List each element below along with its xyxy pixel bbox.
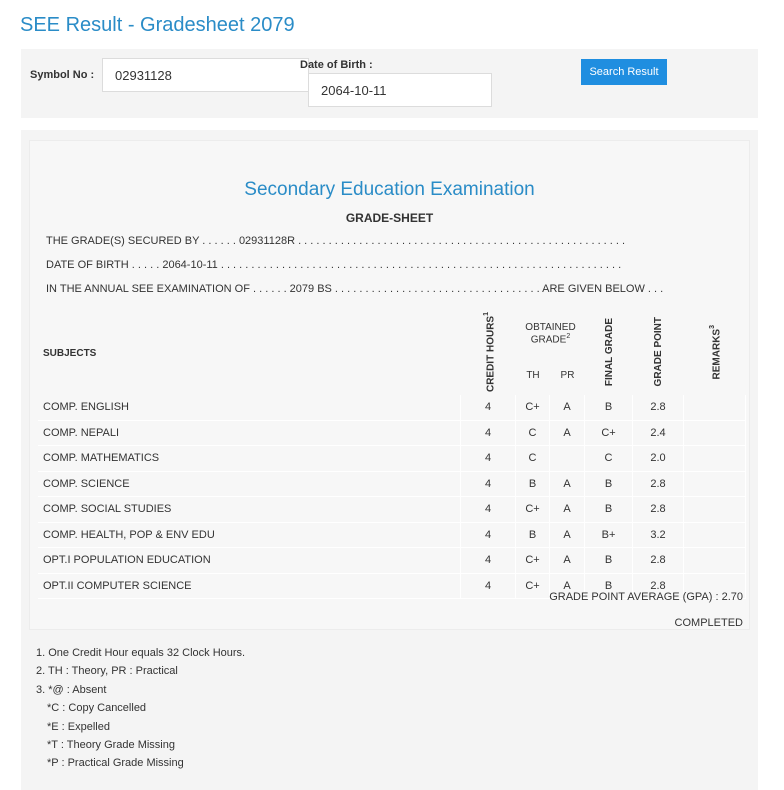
subject-cell: COMP. NEPALI (38, 421, 461, 447)
credit-cell: 4 (461, 574, 516, 600)
pr-grade-cell: A (550, 472, 585, 498)
final-grade-cell: B (585, 574, 633, 600)
note-absent: 3. *@ : Absent (36, 683, 107, 696)
grade-point-cell: 2.4 (633, 421, 684, 447)
page-title: SEE Result - Gradesheet 2079 (20, 14, 295, 36)
grade-point-cell: 2.8 (633, 395, 684, 421)
remarks-cell (684, 548, 746, 574)
credit-cell: 4 (461, 548, 516, 574)
subject-cell: OPT.II COMPUTER SCIENCE (38, 574, 461, 600)
dob-label: Date of Birth : (300, 59, 373, 71)
final-grade-cell: B+ (585, 523, 633, 549)
search-panel (21, 49, 758, 118)
remarks-cell (684, 395, 746, 421)
credit-hours-header: CREDIT HOURS$^1$ (482, 312, 497, 393)
final-grade-cell: B (585, 497, 633, 523)
subject-cell: COMP. ENGLISH (38, 395, 461, 421)
grade-sheet-card (29, 140, 750, 630)
note-credit-hour: 1. One Credit Hour equals 32 Clock Hours. (36, 647, 246, 659)
grade-point-cell: 2.8 (633, 497, 684, 523)
symbol-label: Symbol No : (30, 69, 95, 81)
th-grade-cell: C+ (516, 548, 550, 574)
subject-cell: COMP. HEALTH, POP & ENV EDU (38, 523, 461, 549)
exam-line: IN THE ANNUAL SEE EXAMINATION OF . . . . . . 2079 BS . . . . . . . . . . . . . . . . . . . . . . . . . . . . . . . . . . ARE GIVEN BELOW . . . (46, 283, 664, 295)
remarks-cell (684, 421, 746, 447)
subjects-header: SUBJECTS (43, 348, 97, 360)
credit-cell: 4 (461, 446, 516, 472)
pr-grade-cell: A (550, 548, 585, 574)
pr-grade-cell: A (550, 395, 585, 421)
status-text: COMPLETED (674, 617, 743, 629)
table-row (38, 523, 746, 549)
pr-grade-cell: A (550, 497, 585, 523)
note-practical-missing: *P : Practical Grade Missing (47, 757, 184, 770)
table-row (38, 395, 746, 421)
remarks-cell (684, 446, 746, 472)
final-grade-cell: C (585, 446, 633, 472)
subject-cell: OPT.I POPULATION EDUCATION (38, 548, 461, 574)
grade-secured-line: THE GRADE(S) SECURED BY . . . . . . 02931128R . . . . . . . . . . . . . . . . . . . . . . . . . . . . . . . . . . . . . . . . . . . . . . . . . . . . . . (46, 235, 626, 247)
remarks-cell (684, 497, 746, 523)
grade-point-cell: 3.2 (633, 523, 684, 549)
grade-point-header: GRADE POINT (653, 317, 664, 387)
table-row (38, 497, 746, 523)
grade-point-cell: 2.8 (633, 574, 684, 600)
pr-grade-cell (550, 446, 585, 472)
pr-grade-cell: A (550, 574, 585, 600)
grade-point-cell: 2.0 (633, 446, 684, 472)
final-grade-cell: B (585, 472, 633, 498)
credit-cell: 4 (461, 523, 516, 549)
gpa-text: GRADE POINT AVERAGE (GPA) : 2.70 (549, 591, 743, 603)
obtained-grade-header: OBTAINED GRADE$^2$ (525, 322, 576, 346)
search-result-button[interactable]: Search Result (581, 59, 667, 85)
remarks-cell (684, 523, 746, 549)
th-header: TH (526, 369, 540, 381)
credit-cell: 4 (461, 472, 516, 498)
exam-title: Secondary Education Examination (244, 179, 535, 200)
th-grade-cell: B (516, 523, 550, 549)
pr-grade-cell: A (550, 421, 585, 447)
symbol-input[interactable] (102, 58, 309, 92)
credit-cell: 4 (461, 421, 516, 447)
pr-header: PR (560, 369, 575, 381)
grade-point-cell: 2.8 (633, 548, 684, 574)
dob-input[interactable] (308, 73, 492, 107)
result-sheet (21, 130, 758, 790)
table-row (38, 421, 746, 447)
pr-grade-cell: A (550, 523, 585, 549)
th-grade-cell: C (516, 421, 550, 447)
th-grade-cell: C+ (516, 574, 550, 600)
th-grade-cell: C (516, 446, 550, 472)
dob-line: DATE OF BIRTH . . . . . 2064-10-11 . . . . . . . . . . . . . . . . . . . . . . . . . . . . . . . . . . . . . . . . . . . . . . . . . . . . . . . . . . . . . . . . . . (46, 259, 622, 271)
remarks-cell (684, 472, 746, 498)
subject-cell: COMP. MATHEMATICS (38, 446, 461, 472)
table-row (38, 472, 746, 498)
credit-cell: 4 (461, 395, 516, 421)
note-theory-missing: *T : Theory Grade Missing (47, 739, 175, 752)
th-grade-cell: C+ (516, 395, 550, 421)
final-grade-cell: C+ (585, 421, 633, 447)
th-grade-cell: B (516, 472, 550, 498)
table-row (38, 548, 746, 574)
remarks-header: REMARKS$^3$ (709, 324, 723, 380)
final-grade-cell: B (585, 548, 633, 574)
note-expelled: *E : Expelled (47, 720, 110, 733)
note-copy-cancelled: *C : Copy Cancelled (47, 702, 147, 715)
table-row (38, 446, 746, 472)
grade-sheet-heading: GRADE-SHEET (345, 211, 434, 225)
final-grade-cell: B (585, 395, 633, 421)
final-grade-header: FINAL GRADE (603, 317, 615, 387)
grades-table (38, 312, 746, 599)
note-th-pr: 2. TH : Theory, PR : Practical (36, 665, 178, 678)
subject-cell: COMP. SCIENCE (38, 472, 461, 498)
credit-cell: 4 (461, 497, 516, 523)
subject-cell: COMP. SOCIAL STUDIES (38, 497, 461, 523)
footnotes (36, 644, 245, 773)
th-grade-cell: C+ (516, 497, 550, 523)
grade-point-cell: 2.8 (633, 472, 684, 498)
